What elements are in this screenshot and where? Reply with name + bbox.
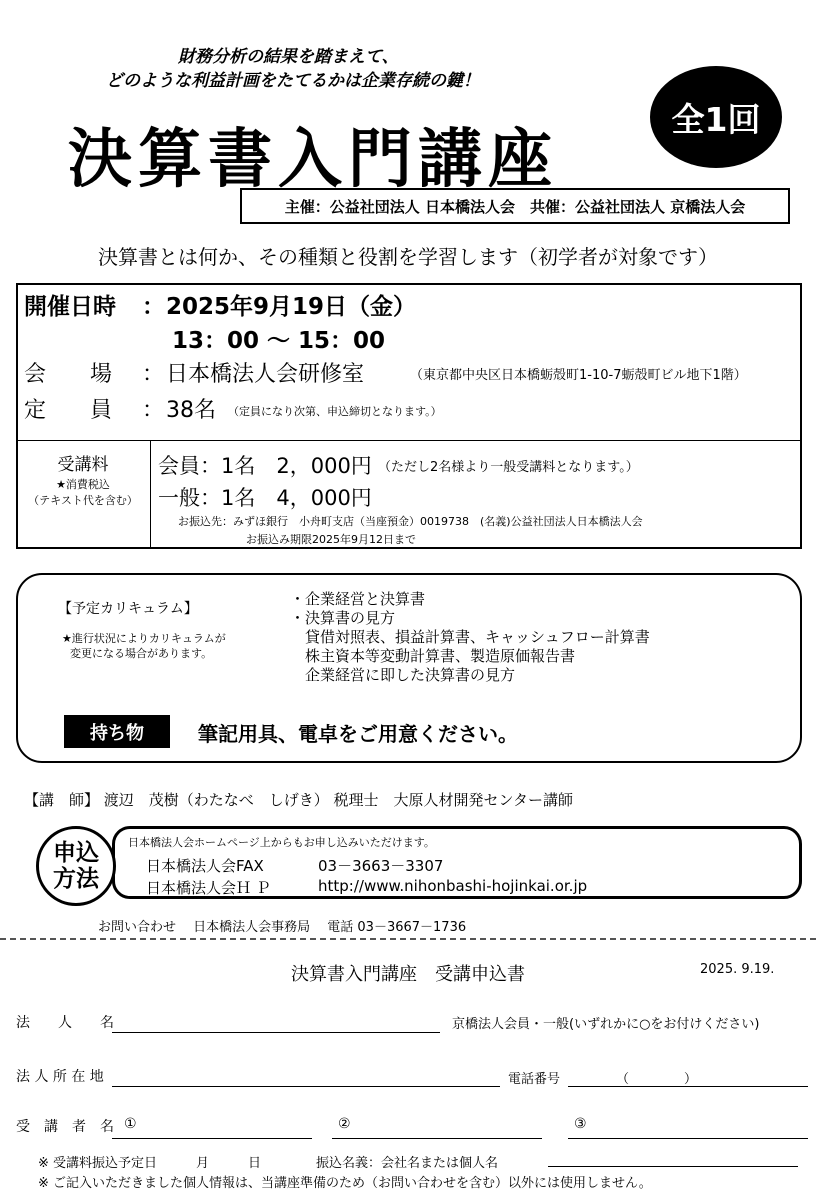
fee-label: 受講料 (57, 455, 109, 475)
instructor: 【講 師】 渡辺 茂樹（わたなべ しげき） 税理士 大原人材開発センター講師 (24, 791, 573, 809)
transfer-name-label: 振込名義：会社名または個人名 (316, 1156, 499, 1171)
fee-member: 会員：1名 2，000円 (158, 454, 372, 478)
payment-deadline: お振込み期限2025年9月12日まで (246, 533, 416, 546)
phone-paren-close: ） (684, 1072, 698, 1087)
cut-line (0, 938, 816, 940)
address-label: 法 人 所 在 地 (16, 1069, 104, 1085)
form-title: 決算書入門講座 受講申込書 (291, 964, 525, 985)
fee-divider (16, 440, 802, 441)
attendee-1-marker: ① (124, 1116, 137, 1132)
curriculum-item: 貸借対照表、損益計算書、キャッシュフロー計算書 (290, 628, 650, 646)
attendee-3-marker: ③ (574, 1116, 587, 1132)
web-apply-note: 日本橋法人会ホームページ上からもお申し込みいただけます。 (128, 836, 435, 849)
curriculum-item: 株主資本等変動計算書、製造原価報告書 (290, 647, 576, 665)
curriculum-item: ・決算書の見方 (290, 609, 396, 627)
time-value: 13：00 ～ 15：00 (172, 328, 386, 354)
form-date: 2025. 9.19. (700, 962, 775, 977)
fax-label: 日本橋法人会FAX (146, 857, 264, 875)
fee-general: 一般：1名 4，000円 (158, 486, 372, 510)
apply-method-circle (36, 826, 116, 906)
bank-account: お振込先：みずほ銀行 小舟町支店（当座預金）0019738 (名義)公益社団法人日本橋法人会 (178, 515, 643, 528)
contact-info: お問い合わせ 日本橋法人会事務局 電話 03－3667－1736 (98, 920, 467, 935)
fee-tax-note: ★消費税込 (56, 478, 110, 491)
capacity-label: 定 員 (24, 398, 113, 423)
curriculum-heading: 【予定カリキュラム】 (58, 601, 198, 617)
curriculum-item: 企業経営に即した決算書の見方 (290, 666, 516, 684)
member-select[interactable]: 京橋法人会員・一般(いずれかに○をお付けください) (452, 1017, 760, 1032)
phone-field[interactable] (568, 1086, 808, 1087)
attendee-2-marker: ② (338, 1116, 351, 1132)
fee-text-note: （テキスト代を含む） (28, 494, 138, 507)
capacity-note: （定員になり次第、申込締切となります。） (228, 405, 442, 418)
date-label: 開催日時 (24, 294, 116, 320)
date-colon: ： (142, 294, 165, 320)
attendee-label: 受 講 者 名 (16, 1119, 114, 1135)
corp-name-field[interactable] (112, 1032, 440, 1033)
apply-circle-line-1: 申込 (53, 840, 99, 866)
venue-colon: ： (142, 362, 165, 387)
attendee-3-field[interactable] (568, 1138, 808, 1139)
venue-label: 会 場 (24, 362, 113, 387)
attendee-2-field[interactable] (332, 1138, 542, 1139)
tagline-1: 財務分析の結果を踏まえて、 (178, 47, 399, 67)
capacity-colon: ： (142, 398, 165, 423)
address-field[interactable] (112, 1086, 500, 1087)
phone-paren-open: （ (616, 1072, 630, 1087)
fee-member-note: （ただし2名様より一般受講料となります。） (378, 460, 639, 475)
venue-address: （東京都中央区日本橋蛎殻町1-10-7蛎殻町ビル地下1階） (410, 368, 747, 383)
page-title: 決算書入門講座 (68, 123, 558, 197)
curriculum-note-2: 変更になる場合があります。 (70, 647, 213, 660)
attendee-1-field[interactable] (112, 1138, 312, 1139)
curriculum-note-1: ★進行状況によりカリキュラムが (62, 632, 226, 645)
capacity-value: 38名 (166, 398, 216, 423)
bring-text: 筆記用具、電卓をご用意ください。 (198, 722, 518, 746)
curriculum-list (290, 590, 650, 685)
fax-number: 03－3663－3307 (318, 857, 444, 875)
date-value: 2025年9月19日（金） (166, 294, 417, 320)
bring-label: 持ち物 (64, 715, 170, 748)
hp-link[interactable]: http://www.nihonbashi-hojinkai.or.jp (318, 877, 588, 895)
phone-label: 電話番号 (508, 1072, 561, 1087)
privacy-notice: ※ ご記入いただきました個人情報は、当講座準備のため（お問い合わせを含む）以外には使用しません。 (38, 1176, 652, 1191)
fee-column-divider (150, 440, 151, 549)
venue-value: 日本橋法人会研修室 (166, 362, 365, 387)
corp-name-label: 法 人 名 (16, 1015, 114, 1031)
course-summary: 決算書とは何か、その種類と役割を学習します（初学者が対象です） (98, 245, 718, 269)
sponsor-box: 主催：公益社団法人 日本橋法人会 共催：公益社団法人 京橋法人会 (240, 188, 790, 224)
curriculum-item: ・企業経営と決算書 (290, 590, 426, 608)
hp-label: 日本橋法人会Ｈ Ｐ (146, 879, 271, 897)
transfer-name-field[interactable] (548, 1166, 798, 1167)
transfer-date: ※ 受講料振込予定日 月 日 (38, 1156, 262, 1171)
apply-circle-line-2: 方法 (53, 866, 99, 892)
session-count-badge: 全1回 (650, 66, 782, 168)
tagline-2: どのような利益計画をたてるかは企業存続の鍵！ (106, 71, 480, 91)
